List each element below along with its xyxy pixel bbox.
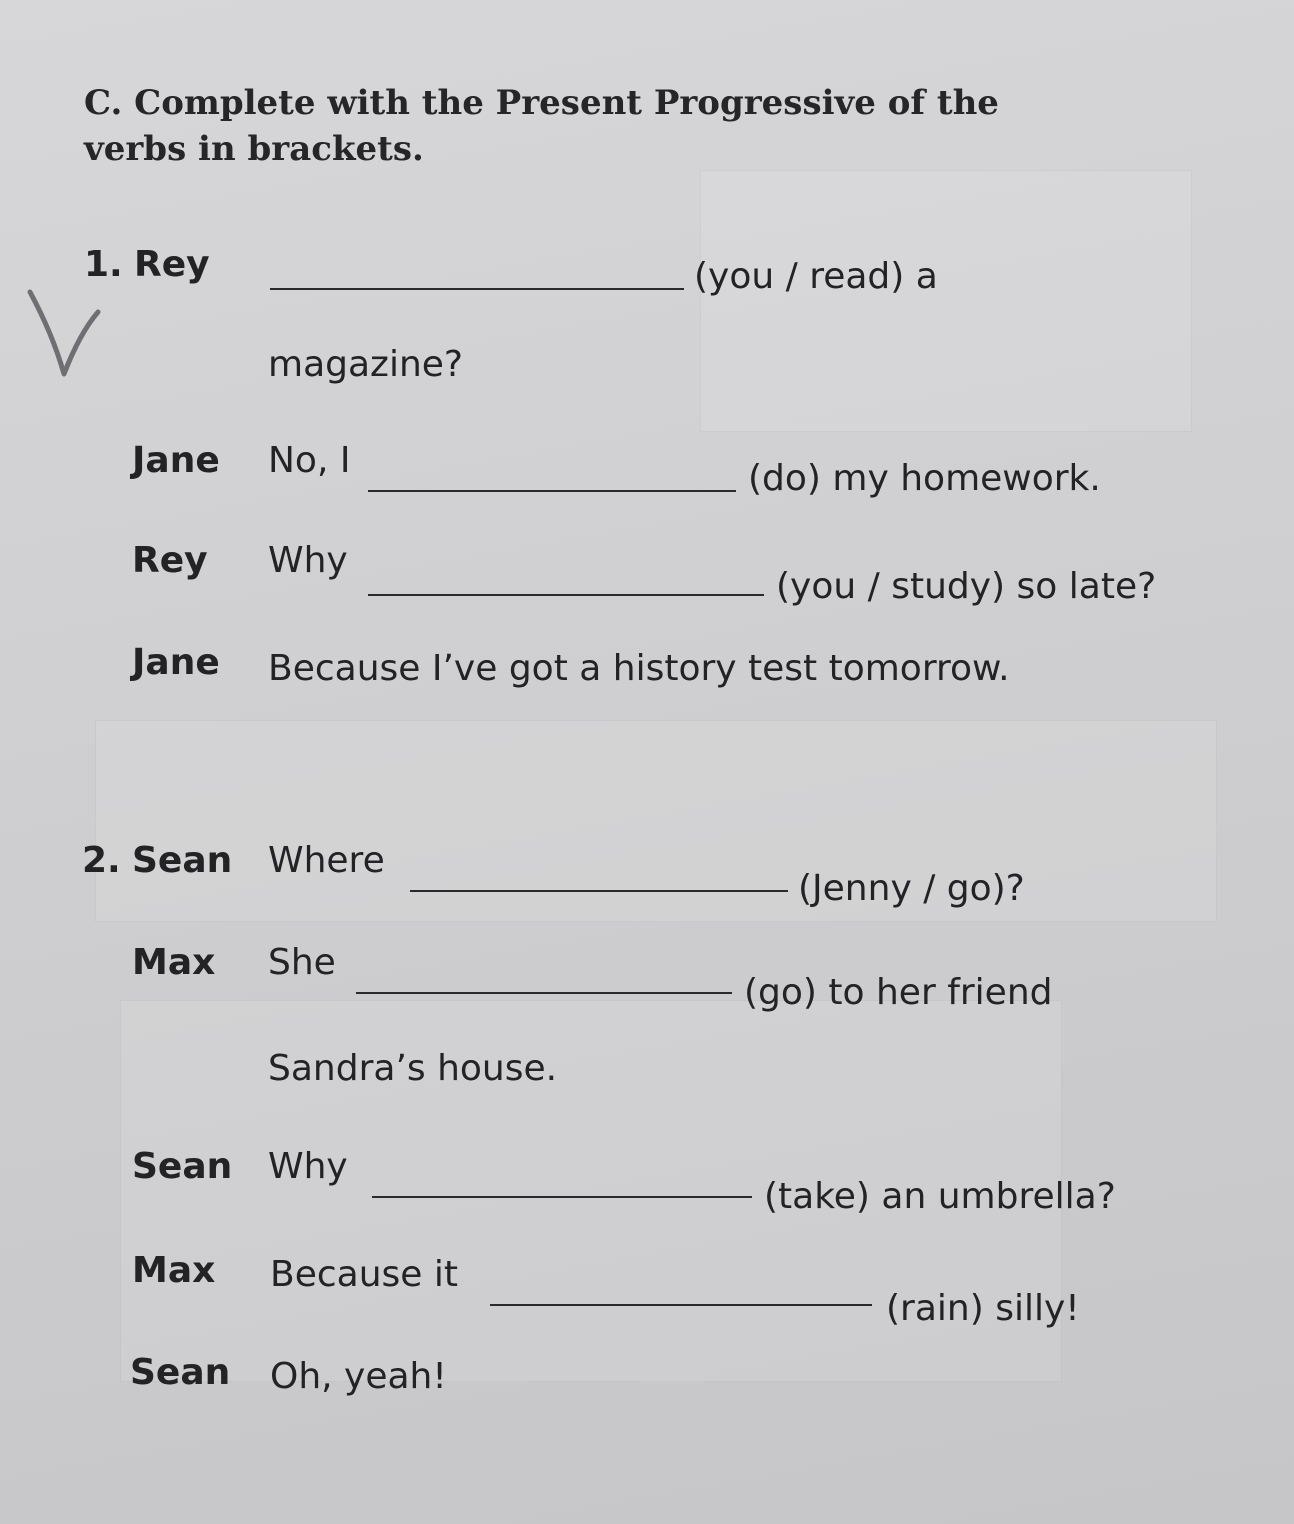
dialogue-2-line-2-continuation	[268, 1048, 557, 1089]
verb-prompt: (you / study) so late?	[776, 566, 1157, 607]
speaker-name: Max	[132, 942, 216, 983]
answer-blank[interactable]	[490, 1304, 872, 1306]
verb-prompt: (rain) silly!	[886, 1288, 1080, 1329]
verb-prompt: (Jenny / go)?	[798, 868, 1025, 909]
item-number: 1.	[84, 244, 123, 285]
speaker-name: Sean	[132, 1146, 233, 1187]
verb-prompt: (do) my homework.	[748, 458, 1101, 499]
speaker-name: Jane	[132, 642, 220, 683]
item-number: 2.	[82, 840, 121, 881]
line-text: She	[268, 942, 336, 983]
speaker-name: Max	[132, 1250, 216, 1291]
line-text: Why	[268, 540, 348, 581]
speaker-name: Rey	[132, 540, 208, 581]
dialogue-1-line-1-continuation	[268, 344, 463, 385]
line-text: Where	[268, 840, 385, 881]
verb-prompt: (go) to her friend	[744, 972, 1053, 1013]
dialogue-2-line-4	[132, 1250, 1132, 1329]
speaker-name: Sean	[132, 840, 233, 881]
continuation-text: magazine?	[268, 344, 464, 385]
speaker-name: Sean	[130, 1352, 231, 1393]
answer-blank[interactable]	[410, 890, 788, 892]
line-text: Why	[268, 1146, 348, 1187]
dialogue-1-line-1	[84, 244, 984, 297]
speaker-name: Jane	[132, 440, 220, 481]
line-text: Oh, yeah!	[270, 1356, 447, 1397]
dialogue-2-line-1	[82, 840, 1082, 909]
line-text: No, I	[268, 440, 351, 481]
answer-blank[interactable]	[368, 594, 764, 596]
check-mark-icon	[24, 288, 104, 380]
line-text: Because I’ve got a history test tomorrow.	[268, 648, 1010, 689]
answer-blank[interactable]	[372, 1196, 752, 1198]
speaker-name: Rey	[134, 244, 210, 285]
dialogue-2-line-3	[132, 1146, 1172, 1217]
answer-blank[interactable]	[356, 992, 732, 994]
verb-prompt: (you / read) a	[694, 256, 938, 297]
show-through-block	[700, 170, 1192, 432]
answer-blank[interactable]	[368, 490, 736, 492]
continuation-text: Sandra’s house.	[268, 1048, 558, 1089]
verb-prompt: (take) an umbrella?	[764, 1176, 1116, 1217]
dialogue-2-line-2	[132, 942, 1132, 1013]
exercise-instructions: C. Complete with the Present Progressive of the verbs in brackets.	[84, 83, 999, 169]
dialogue-1-line-3	[132, 540, 1232, 607]
dialogue-1-line-2	[132, 440, 1182, 499]
line-text: Because it	[270, 1254, 458, 1295]
answer-blank[interactable]	[270, 288, 684, 290]
